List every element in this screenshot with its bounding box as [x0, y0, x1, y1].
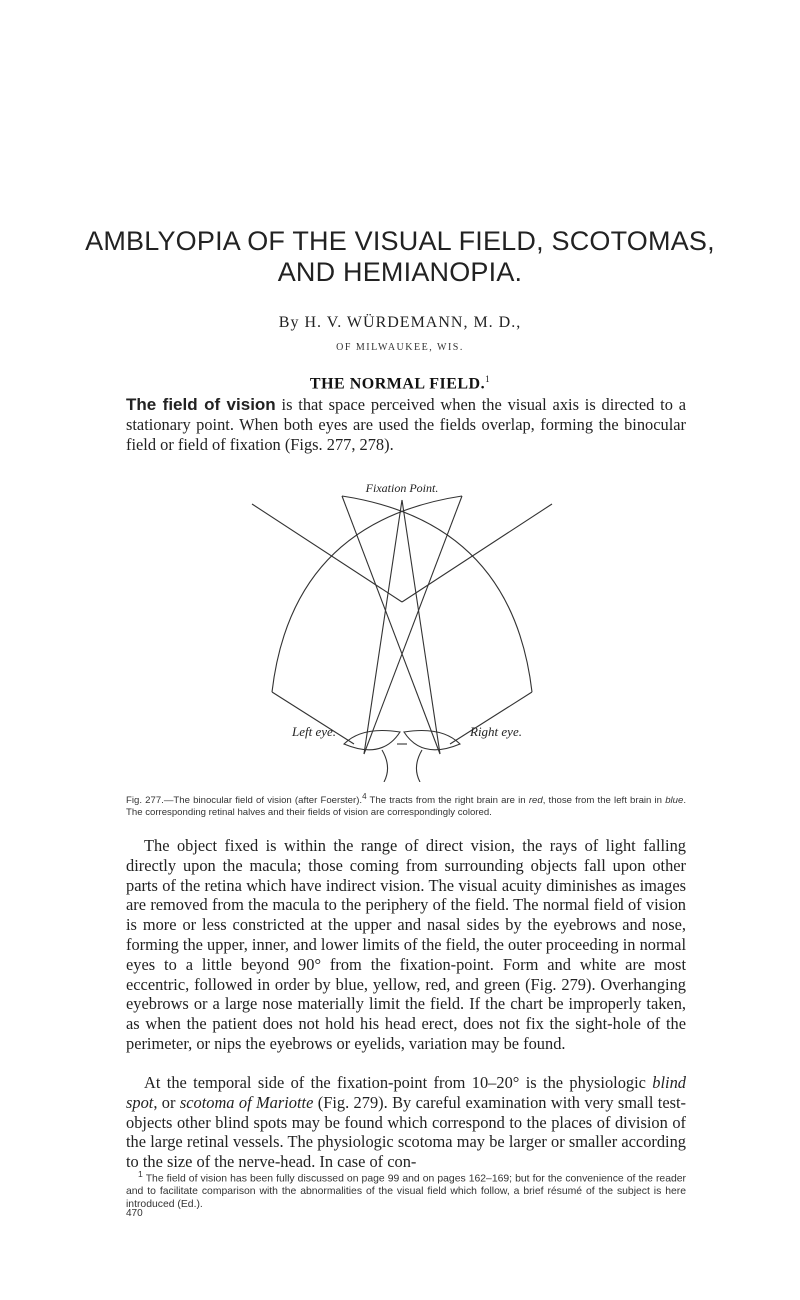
term-field-of-vision: The field of vision — [126, 395, 276, 414]
paragraph-definition-text: is that space perceived when the visual axis is directed to a stationary point. When both eyes are used the fields overlap, forming the binocular field or field of fixation (Figs. 277, 278). — [126, 395, 686, 455]
blind-spot-end: (Fig. 279). By careful examination with very small test-objects other blind spots may be found which correspond to the places of division of the large retinal vessels. The physiologic scotoma may be larger or smaller according to the size of the nerve-head. In case of con- — [126, 1092, 687, 1172]
binocular-field-figure — [232, 482, 572, 782]
section-heading — [60, 374, 740, 393]
section-heading-text: THE NORMAL FIELD. — [309, 375, 486, 393]
right-eye-label: Right eye. — [470, 724, 522, 739]
caption-start: Fig. 277.—The binocular field of vision (after Foerster). — [126, 795, 363, 807]
article-title-line2: AND HEMIANOPIA. — [277, 257, 523, 287]
paragraph-direct-vision: The object fixed is within the range of direct vision, the rays of light falling directly upon the macula; those coming from surrounding objects fall upon other parts of the retina which have indirect vision. The visual acuity diminishes as images are removed from the macula to the periphery of the field. The normal field of vision is more or less constricted at the upper and nasal sides by the eyebrows and nose, forming the upper, inner, and lower limits of the field, the outer proceeding in normal eyes to a little beyond 90° from the fixation-point. Form and white are most eccentric, followed in order by blue, yellow, red, and green (Fig. 279). Overhanging eyebrows or a large nose materially limit the field. If the chart be improperly taken, as when the patient does not hold his head erect, does not fix the sight-hole of the perimeter, or nips the eyebrows or eyelids, variation may be found. — [126, 836, 686, 1053]
right-ray-mid — [402, 500, 440, 754]
page-number: 470 — [126, 1208, 143, 1219]
left-field-arc — [272, 496, 462, 692]
caption-end: . The corresponding retinal halves and their fields of vision are correspondingly colored. — [126, 795, 687, 818]
left-ray-mid — [364, 500, 402, 754]
section-heading-note: 1 — [485, 374, 491, 384]
author-byline: By H. V. WÜRDEMANN, M. D., — [278, 314, 522, 331]
term-blind-spot: blind spot — [126, 1073, 686, 1112]
right-field-arc — [342, 496, 532, 692]
footnote-mark: 1 — [138, 1169, 143, 1179]
left-ray-inner — [364, 496, 462, 754]
term-scotoma-mariotte: scotoma of Mariotte — [179, 1092, 314, 1112]
footnote — [126, 1168, 686, 1212]
author-affiliation: OF MILWAUKEE, WIS. — [336, 342, 464, 353]
left-eye-label: Left eye. — [292, 724, 337, 739]
right-ray-inner — [342, 496, 440, 754]
caption-red: red — [528, 795, 543, 807]
caption-blue: blue — [665, 795, 684, 807]
caption-note: 4 — [362, 792, 367, 801]
paragraph-definition — [126, 395, 686, 456]
fixation-point-label: Fixation Point. — [365, 482, 439, 495]
blind-spot-start: At the temporal side of the fixation-point from 10–20° is the physiologic — [144, 1073, 653, 1092]
article-title-line1: AMBLYOPIA OF THE VISUAL FIELD, SCOTOMAS, — [85, 226, 715, 256]
footnote-text: The field of vision has been fully discussed on page 99 and on pages 162–169; but for the convenience of the reader and to facilitate comparison with the abnormalities of the visual field which follow, a brief résumé of the subject is here introduced (Ed.). — [126, 1173, 686, 1211]
paragraph-blind-spot — [126, 1073, 686, 1172]
figure-caption — [126, 791, 686, 819]
caption-mid2: , those from the left brain in — [542, 795, 666, 807]
caption-mid: The tracts from the right brain are in — [366, 795, 529, 807]
blind-spot-mid: , or — [153, 1092, 180, 1112]
